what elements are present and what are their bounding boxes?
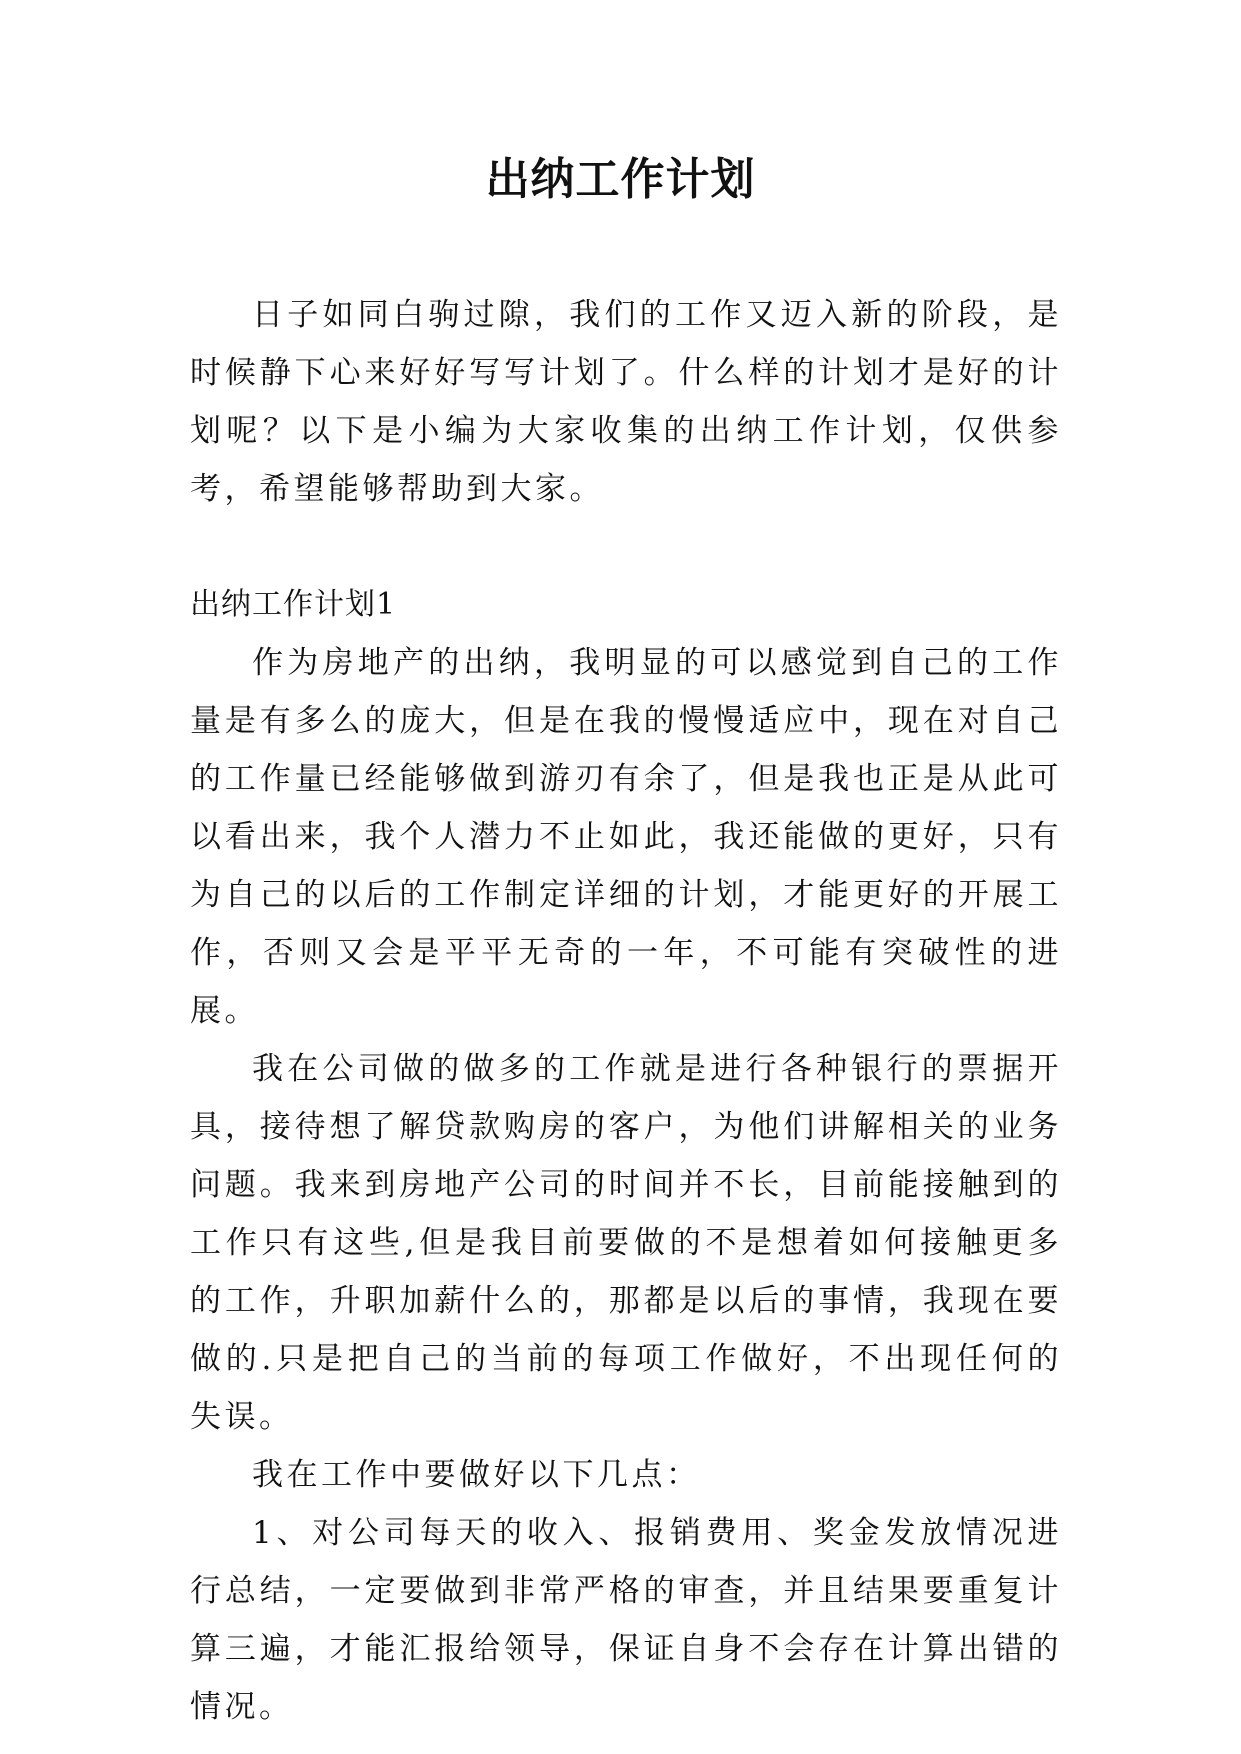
body-paragraph-3: 我在工作中要做好以下几点： [252,1457,701,1493]
body-paragraph-2: 我在公司做的做多的工作就是进行各种银行的票据开具，接待想了解贷款购房的客户，为他们讲解相关的业务问题。我来到房地产公司的时间并不长，目前能接触到的工作只有这些,但是我目前要做的不是想着如何接触更多的工作，升职加薪什么的，那都是以后的事情，我现在要做的.只是把自己的当前的每项工作做好，不出现任何的失误。 [190,1051,1062,1435]
body-paragraph-4: 1、对公司每天的收入、报销费用、奖金发放情况进行总结，一定要做到非常严格的审查，并且结果要重复计算三遍，才能汇报给领导，保证自身不会存在计算出错的情况。 [190,1515,1062,1725]
document-body [190,286,1062,1736]
body-paragraph-1: 作为房地产的出纳，我明显的可以感觉到自己的工作量是有多么的庞大，但是在我的慢慢适应中，现在对自己的工作量已经能够做到游刃有余了，但是我也正是从此可以看出来，我个人潜力不止如此，我还能做的更好，只有为自己的以后的工作制定详细的计划，才能更好的开展工作，否则又会是平平无奇的一年，不可能有突破性的进展。 [190,645,1062,1029]
intro-paragraph: 日子如同白驹过隙，我们的工作又迈入新的阶段，是时候静下心来好好写写计划了。什么样的计划才是好的计划呢？以下是小编为大家收集的出纳工作计划，仅供参考，希望能够帮助到大家。 [190,297,1062,507]
section-heading: 出纳工作计划1 [190,587,397,622]
document-title: 出纳工作计划 [485,154,756,205]
